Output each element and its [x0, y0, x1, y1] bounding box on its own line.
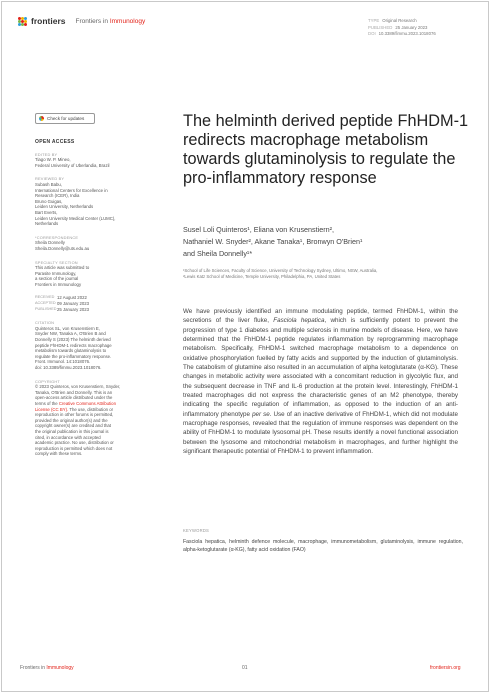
keywords: Fasciola hepatica, helminth defence molecule, macrophage, immunometabolism, glutaminolysis, immune regulation, alpha-ketoglutarate (α-KG), fatty acid oxidation (FAO)	[183, 539, 463, 554]
citation: Quinteros SL, von Krusenstiern E, Snyder NW, Tanaka A, O'Brien B and Donnelly S (2023) The helminth derived peptide FhHDM-1 redirects macrophage metabolism towards glutaminolysis to regulate the pro-inflammatory response. Front. Immunol. 14:1018076. doi: 10.3389/fimmu.2023.1018076.	[35, 325, 112, 370]
edited-by-heading: EDITED BY	[35, 151, 58, 157]
keywords-heading: KEYWORDS	[183, 528, 210, 533]
citation-heading: CITATION	[35, 320, 55, 326]
correspondence-email[interactable]: Sheila.Donnelly@uts.edu.au	[35, 245, 90, 251]
specialty-section: This article was submitted to Parasite Immunology, a section of the journal Frontiers in Immunology	[35, 265, 90, 287]
cc-by-link[interactable]: Creative Commons Attribution	[58, 400, 116, 406]
author-list: Susel Loli Quinteros¹, Eliana von Krusenstiern², Nathaniel W. Snyder², Akane Tanaka¹, Bronwyn O'Brien¹ and Sheila Donnelly¹*	[183, 225, 363, 258]
reviewed-by: Subash Babu, International Centers for Excellence in Research (ICER), India Bruno Guigas, Leiden University, Netherlands Bart Everts, Leiden University Medical Center (LUMC), Netherlands	[35, 181, 116, 227]
frontiers-logo-icon	[18, 17, 27, 26]
article-type: Original Research	[382, 18, 417, 23]
footer-journal: Frontiers in Immunology	[20, 665, 74, 671]
page-number: 01	[242, 665, 248, 671]
correspondence: Sheila Donnelly Sheila.Donnelly@uts.edu.au	[35, 240, 127, 251]
cc-by-link-2[interactable]: License (CC BY).	[35, 406, 69, 412]
article-title: The helminth derived peptide FhHDM-1 redirects macrophage metabolism towards glutaminolysis to regulate the pro-inflammatory response	[183, 112, 469, 187]
journal-name: Frontiers in Immunology	[75, 17, 146, 25]
reviewed-by-heading: REVIEWED BY	[35, 176, 65, 182]
copyright-heading: COPYRIGHT	[35, 378, 60, 384]
published-date: 25 January 2023	[395, 24, 428, 30]
footer-site-link[interactable]: frontiersin.org	[430, 665, 461, 671]
edited-by: Tiago W. P. Mineo, Federal University of Uberlandia, Brazil	[35, 157, 110, 168]
copyright: © 2023 Quinteros, von Krusenstiern, Snyder, Tanaka, O'Brien and Donnelly. This is an open-access article distributed under the terms of the Creative Commons Attribution License (CC BY). The use, distribution or reproduction in other forums is permitted, provided the original author(s) and the copyright owner(s) are credited and that the original publication in this journal is cited, in accordance with accepted academic practice. No use, distribution or reproduction is permitted which does not comply with these terms.	[35, 384, 121, 457]
doi-link[interactable]: 10.3389/fimmu.2023.1018076	[378, 31, 436, 37]
open-access-label: OPEN ACCESS	[35, 139, 75, 145]
correspondence-heading: *CORRESPONDENCE	[35, 234, 79, 240]
brand-name: frontiers	[31, 16, 66, 26]
article-meta: TYPE Original Research PUBLISHED 25 January 2023 DOI 10.3389/fimmu.2023.1018076	[368, 18, 436, 37]
dates: RECEIVED 12 August 2022 ACCEPTED 09 January 2023 PUBLISHED 25 January 2023	[35, 295, 90, 312]
specialty-heading: SPECIALTY SECTION	[35, 259, 78, 265]
frontiers-logo[interactable]	[18, 16, 145, 26]
abstract: We have previously identified an immune modulating peptide, termed FhHDM-1, within the secretions of the liver fluke, Fasciola hepatica, which is sufficiently potent to prevent the progression of type 1 diabetes and multiple sclerosis in murine models of disease. Here, we have determined that the FhHDM-1 peptide regulates inflammation by reprogramming macrophage metabolism. Specifically, FhHDM-1 switched macrophage metabolism to a dependence on oxidative phosphorylation fuelled by fatty acids and supported by the induction of glutaminolysis. The catabolism of glutamine also resulted in an accumulation of alpha ketoglutarate (α-KG). These changes in metabolic activity were associated with a concomitant reduction in glycolytic flux, and the subsequent decrease in TNF and IL-6 production at the protein level. Interestingly, FhHDM-1 treated macrophages did not express the characteristic genes of an M2 phenotype, thereby indicating the specific regulation of inflammation, as opposed to the induction of an anti-inflammatory phenotype per se. Use of an inactive derivative of FhHDM-1, which did not modulate macrophage responses, revealed that the regulation of immune responses was dependent on the ability of FhHDM-1 to modulate lysosomal pH. These results identify a novel functional association between the lysosome and mitochondrial metabolism in macrophages, and further highlight the significant therapeutic potential of FhHDM-1 to prevent inflammation.	[183, 308, 458, 456]
sidebar	[35, 113, 127, 457]
affiliations: ¹School of Life Sciences, Faculty of Science, University of Technology Sydney, Ultimo, NSW, Australia, ²Lewis Katz School of Medicine, Temple University, Philadelphia, PA, United States	[183, 268, 378, 279]
check-for-updates-button[interactable]: Check for updates	[35, 113, 95, 124]
crossmark-icon	[39, 116, 44, 121]
